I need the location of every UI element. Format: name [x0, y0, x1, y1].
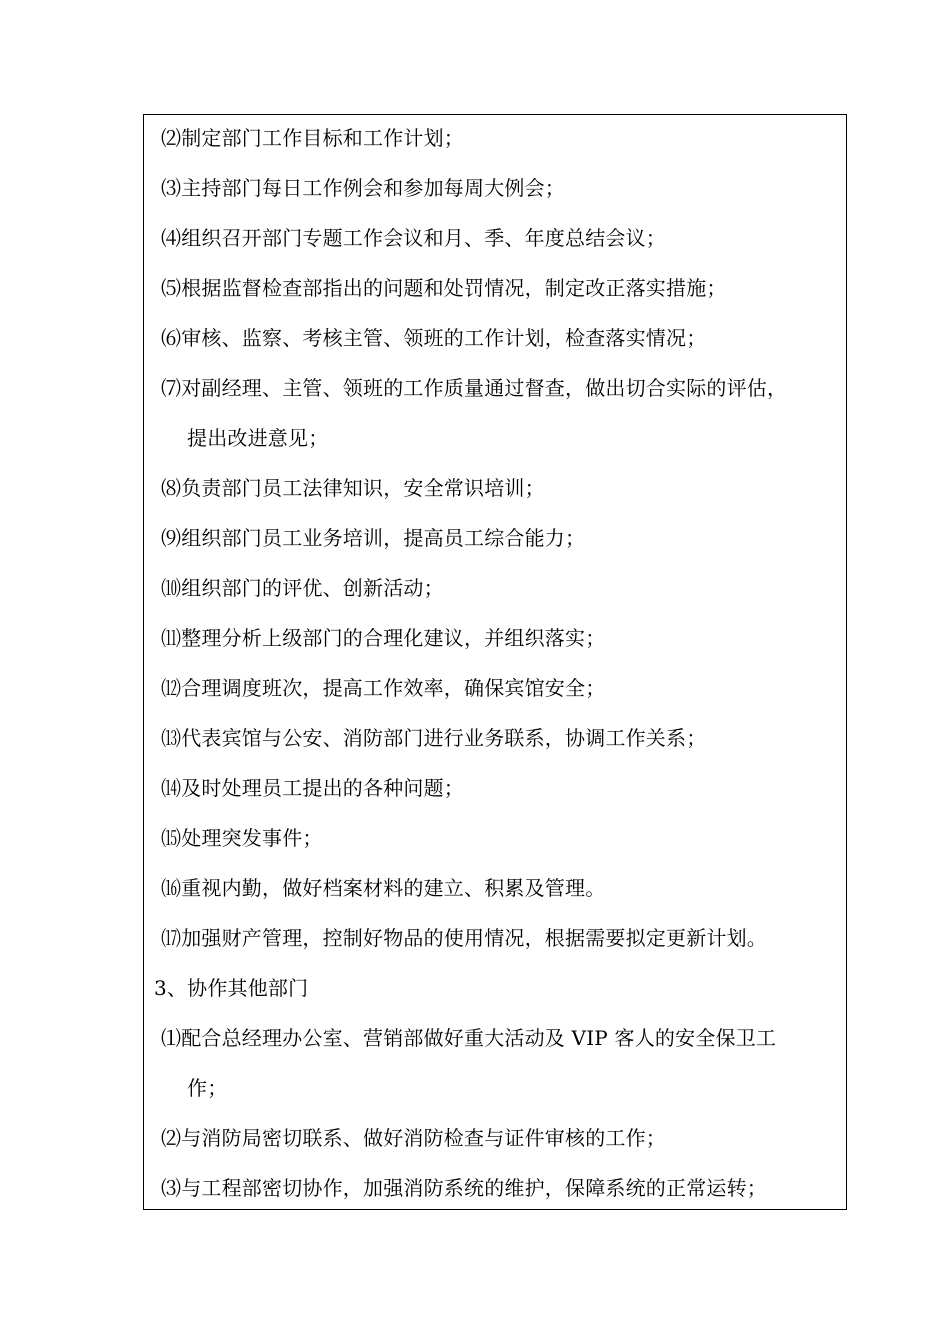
text-line: ⒁及时处理员工提出的各种问题； — [161, 776, 464, 800]
text-line: ⒃重视内勤，做好档案材料的建立、积累及管理。 — [161, 876, 606, 900]
text-line: ⑵与消防局密切联系、做好消防检查与证件审核的工作； — [161, 1126, 666, 1150]
text-line: ⑹审核、监察、考核主管、领班的工作计划，检查落实情况； — [161, 326, 707, 350]
text-line: ⑿合理调度班次，提高工作效率，确保宾馆安全； — [161, 676, 606, 700]
text-line: ⑴配合总经理办公室、营销部做好重大活动及 VIP 客人的安全保卫工 — [161, 1026, 777, 1050]
text-line-continuation: 提出改进意见； — [187, 426, 329, 450]
text-line: ⑺对副经理、主管、领班的工作质量通过督查，做出切合实际的评估， — [161, 376, 788, 400]
text-line: ⑶主持部门每日工作例会和参加每周大例会； — [161, 176, 565, 200]
text-line: ⑼组织部门员工业务培训，提高员工综合能力； — [161, 526, 586, 550]
text-line: ⑾整理分析上级部门的合理化建议，并组织落实； — [161, 626, 606, 650]
text-line: ⑽组织部门的评优、创新活动； — [161, 576, 444, 600]
text-line: ⑷组织召开部门专题工作会议和月、季、年度总结会议； — [161, 226, 666, 250]
text-line: ⒂处理突发事件； — [161, 826, 323, 850]
text-line-continuation: 作； — [187, 1076, 228, 1100]
text-line: ⑶与工程部密切协作，加强消防系统的维护，保障系统的正常运转； — [161, 1176, 767, 1200]
text-line: ⒀代表宾馆与公安、消防部门进行业务联系，协调工作关系； — [161, 726, 707, 750]
text-line: ⑵制定部门工作目标和工作计划； — [161, 126, 464, 150]
text-line: ⒄加强财产管理，控制好物品的使用情况，根据需要拟定更新计划。 — [161, 926, 767, 950]
text-line: ⑻负责部门员工法律知识，安全常识培训； — [161, 476, 545, 500]
text-line: ⑸根据监督检查部指出的问题和处罚情况，制定改正落实措施； — [161, 276, 727, 300]
section-heading: 3、协作其他部门 — [154, 976, 309, 1000]
document-box — [143, 114, 847, 1210]
